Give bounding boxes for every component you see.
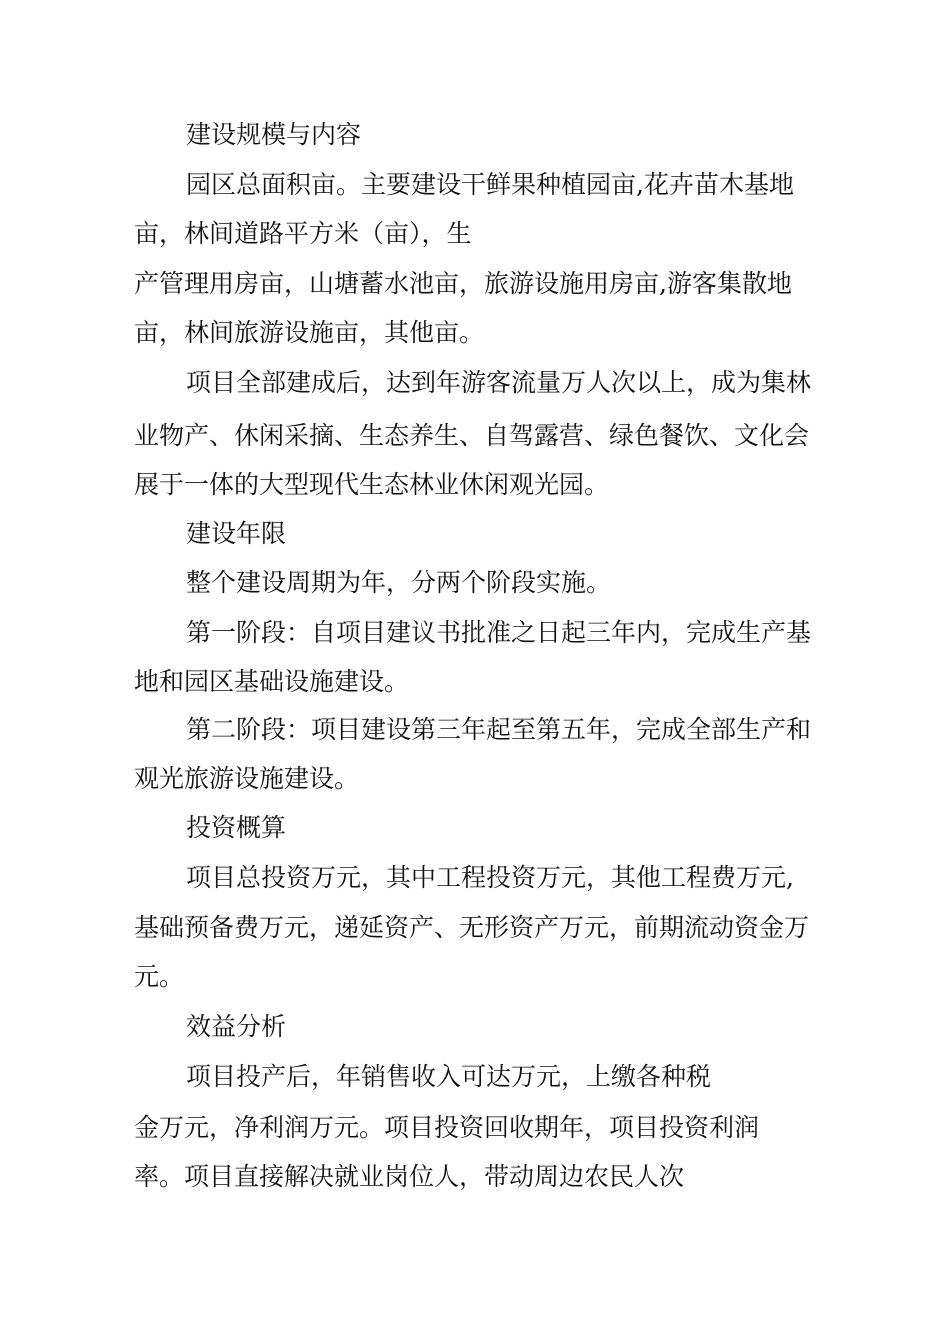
paragraph-line: 整个建设周期为年，分两个阶段实施。 (186, 568, 612, 597)
paragraph-line: 基础预备费万元，递延资产、无形资产万元，前期流动资金万 (134, 913, 810, 942)
paragraph-line: 观光旅游设施建设。 (134, 764, 360, 793)
paragraph-line: 率。项目直接解决就业岗位人，带动周边农民人次 (134, 1162, 685, 1191)
paragraph-line: 展于一体的大型现代生态林业休闲观光园。 (134, 470, 610, 499)
heading-construction-scale: 建设规模与内容 (186, 120, 362, 149)
paragraph-line: 亩，林间道路平方米（亩），生 (134, 219, 472, 248)
paragraph-line: 产管理用房亩，山塘蓄水池亩，旅游设施用房亩,游客集散地 (134, 269, 792, 298)
paragraph-line: 第一阶段：自项目建议书批准之日起三年内，完成生产基 (186, 618, 812, 647)
paragraph-line: 元。 (134, 962, 185, 991)
heading-benefit-analysis: 效益分析 (186, 1012, 287, 1041)
paragraph-line: 地和园区基础设施建设。 (134, 667, 410, 696)
paragraph-line: 金万元，净利润万元。项目投资回收期年，项目投资利润 (134, 1113, 760, 1142)
heading-investment-estimate: 投资概算 (186, 813, 287, 842)
paragraph-line: 项目总投资万元，其中工程投资万元，其他工程费万元, (186, 863, 794, 892)
paragraph-line: 项目投产后，年销售收入可达万元，上缴各种税 (186, 1062, 712, 1091)
paragraph-line: 第二阶段：项目建设第三年起至第五年，完成全部生产和 (186, 715, 812, 744)
paragraph-line: 业物产、休闲采摘、生态养生、自驾露营、绿色餐饮、文化会 (134, 421, 810, 450)
paragraph-line: 园区总面积亩。主要建设干鲜果种植园亩,花卉苗木基地 (186, 170, 794, 199)
heading-construction-period: 建设年限 (186, 519, 287, 548)
paragraph-line: 项目全部建成后，达到年游客流量万人次以上，成为集林 (186, 368, 812, 397)
paragraph-line: 亩，林间旅游设施亩，其他亩。 (134, 318, 485, 347)
